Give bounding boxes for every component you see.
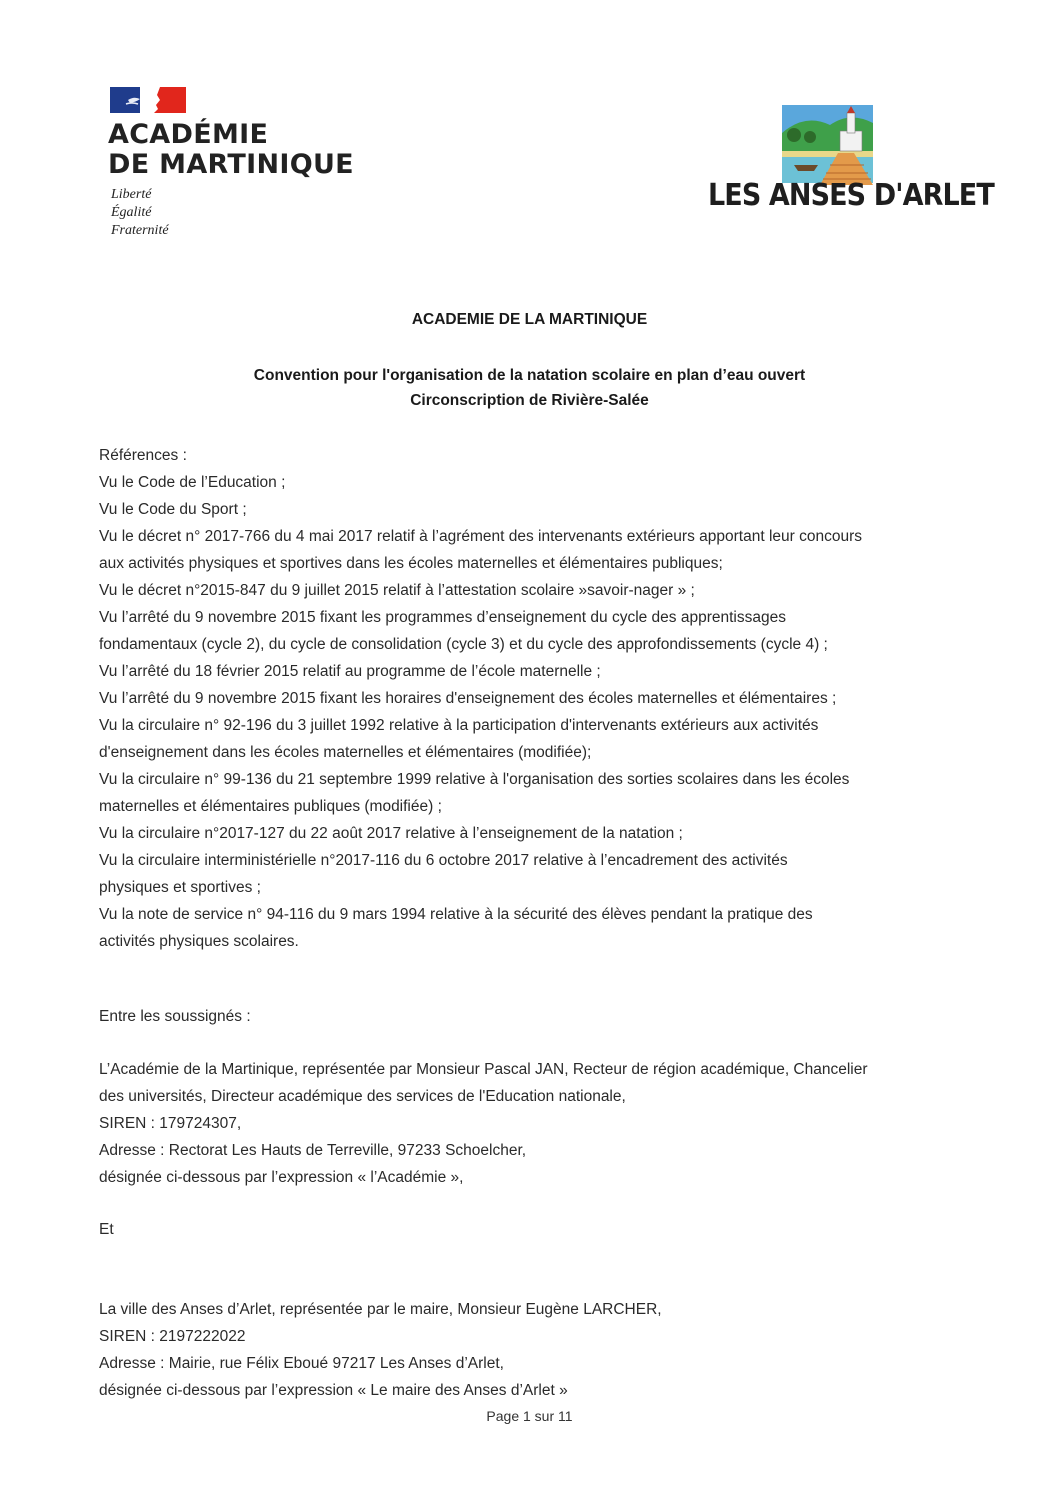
- reference-line: aux activités physiques et sportives dans les écoles maternelles et élémentaires publiques;: [99, 555, 723, 572]
- reference-line: Vu le Code du Sport ;: [99, 501, 247, 518]
- party-town: [99, 1296, 959, 1404]
- reference-line: Vu la circulaire n° 92-196 du 3 juillet 1992 relative à la participation d'intervenants extérieurs aux activités: [99, 717, 819, 734]
- reference-line: Vu la circulaire interministérielle n°2017-116 du 6 octobre 2017 relative à l’encadrement des activités: [99, 852, 788, 869]
- party-academy-address: Adresse : Rectorat Les Hauts de Terreville, 97233 Schoelcher,: [99, 1142, 527, 1159]
- reference-line: Vu le décret n°2015-847 du 9 juillet 2015 relatif à l’attestation scolaire »savoir-nager » ;: [99, 582, 695, 599]
- reference-line: d'enseignement dans les écoles maternelles et élémentaires (modifiée);: [99, 744, 592, 761]
- republic-motto: [111, 186, 169, 240]
- party-academy-designation: désignée ci-dessous par l’expression « l’Académie »,: [99, 1169, 464, 1186]
- reference-line: Vu l’arrêté du 9 novembre 2015 fixant les horaires d'enseignement des écoles maternelles et élémentaires ;: [99, 690, 837, 707]
- reference-line: fondamentaux (cycle 2), du cycle de consolidation (cycle 3) et du cycle des approfondissements (cycle 4) ;: [99, 636, 828, 653]
- academy-logo-line1: ACADÉMIE: [108, 119, 269, 150]
- party-town-line: La ville des Anses d’Arlet, représentée par le maire, Monsieur Eugène LARCHER,: [99, 1301, 662, 1318]
- reference-line: Vu la note de service n° 94-116 du 9 mars 1994 relative à la sécurité des élèves pendant la pratique des: [99, 906, 813, 923]
- reference-line: Vu la circulaire n° 99-136 du 21 septembre 1999 relative à l'organisation des sorties scolaires dans les écoles: [99, 771, 850, 788]
- reference-line: Vu l’arrêté du 9 novembre 2015 fixant les programmes d’enseignement du cycle des apprentissages: [99, 609, 786, 626]
- references-section: [99, 442, 959, 955]
- academy-logo-line2: DE MARTINIQUE: [108, 149, 354, 180]
- party-academy: [99, 1056, 959, 1191]
- party-academy-line: L’Académie de la Martinique, représentée par Monsieur Pascal JAN, Recteur de région académique, Chancelier: [99, 1061, 868, 1078]
- document-title: Convention pour l'organisation de la natation scolaire en plan d’eau ouvert: [253, 367, 806, 384]
- academy-heading: ACADEMIE DE LA MARTINIQUE: [411, 311, 648, 328]
- and-label: Et: [99, 1221, 114, 1238]
- marianne-flag-logo: [110, 87, 186, 113]
- party-academy-siren: SIREN : 179724307,: [99, 1115, 242, 1132]
- reference-line: physiques et sportives ;: [99, 879, 261, 896]
- between-label: Entre les soussignés :: [99, 1008, 251, 1025]
- academy-logo-name: [108, 120, 354, 180]
- town-landscape-illustration: [780, 103, 875, 185]
- reference-line: Vu le Code de l’Education ;: [99, 474, 286, 491]
- and-separator: [99, 1216, 959, 1243]
- page-number-footer: Page 1 sur 11: [486, 1408, 573, 1424]
- motto-fraternite: Fraternité: [111, 223, 169, 238]
- town-logo-name: LES ANSES D'ARLET: [708, 178, 994, 213]
- motto-liberte: Liberté: [111, 187, 152, 202]
- motto-egalite: Égalité: [111, 205, 152, 220]
- references-label: Références :: [99, 447, 187, 464]
- reference-line: activités physiques scolaires.: [99, 933, 299, 950]
- party-town-siren: SIREN : 2197222022: [99, 1328, 246, 1345]
- reference-line: maternelles et élémentaires publiques (modifiée) ;: [99, 798, 442, 815]
- document-subtitle: Circonscription de Rivière-Salée: [410, 392, 649, 409]
- reference-line: Vu le décret n° 2017-766 du 4 mai 2017 relatif à l’agrément des intervenants extérieurs apportant leur concours: [99, 528, 862, 545]
- town-logo: [700, 100, 994, 220]
- between-signatories: [99, 1003, 959, 1030]
- reference-line: Vu l’arrêté du 18 février 2015 relatif au programme de l’école maternelle ;: [99, 663, 601, 680]
- party-academy-line: des universités, Directeur académique des services de l'Education nationale,: [99, 1088, 626, 1105]
- party-town-address: Adresse : Mairie, rue Félix Eboué 97217 Les Anses d’Arlet,: [99, 1355, 504, 1372]
- reference-line: Vu la circulaire n°2017-127 du 22 août 2017 relative à l’enseignement de la natation ;: [99, 825, 683, 842]
- party-town-designation: désignée ci-dessous par l’expression « Le maire des Anses d’Arlet »: [99, 1382, 568, 1399]
